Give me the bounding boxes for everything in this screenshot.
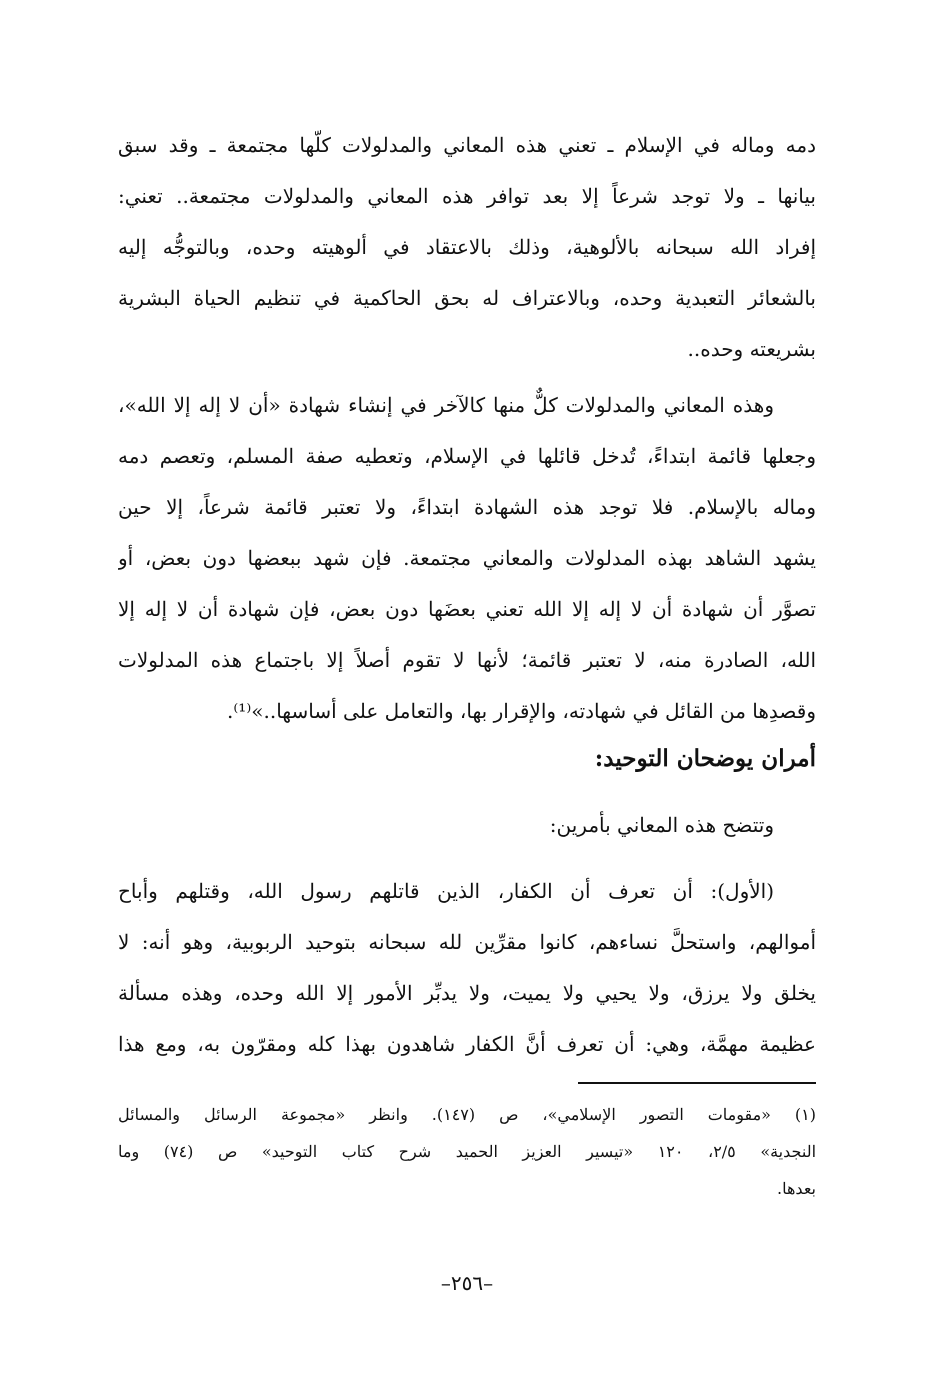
page-number: –٢٥٦–: [440, 1271, 494, 1295]
paragraph-first-matter: [118, 866, 816, 1070]
text-line: الله، الصادرة منه، لا تعتبر قائمة؛ لأنها لا تقوم أصلاً إلا باجتماع هذه المدلولات: [118, 648, 816, 672]
text-line: بالشعائر التعبدية وحده، وبالاعتراف له بحق الحاكمية في تنظيم الحياة البشرية: [118, 286, 816, 310]
text-line: يخلق ولا يرزق، ولا يحيي ولا يميت، ولا يدبِّر الأمور إلا الله وحده، وهذه مسألة: [118, 981, 816, 1005]
paragraph-intro-two-matters: [118, 800, 816, 851]
text-line: بيانها ـ ولا توجد شرعاً إلا بعد توافر هذه المعاني والمدلولات مجتمعة.. تعني:: [118, 184, 816, 208]
text-line: بشريعته وحده..: [687, 337, 816, 361]
text-line: وماله بالإسلام. فلا توجد هذه الشهادة ابتداءً، ولا تعتبر قائمة شرعاً، إلا حين: [118, 495, 816, 519]
paragraph-shahada-meaning: [118, 120, 816, 375]
section-heading: أمران يوضحان التوحيد:: [594, 745, 816, 772]
footnote-line: (١) «مقومات التصور الإسلامي»، ص (١٤٧). وانظر «مجموعة الرسائل والمسائل: [118, 1105, 816, 1124]
text-line: عظيمة مهمَّة، وهي: أن تعرف أنَّ الكفار شاهدون بهذا كله ومقرّون به، ومع هذا: [118, 1032, 816, 1056]
text-line: (الأول): أن تعرف أن الكفار، الذين قاتلهم رسول الله، وقتلهم وأباح: [118, 879, 774, 903]
text-line: وقصدِها من القائل في شهادته، والإقرار بها، والتعامل على أساسها..»⁽¹⁾.: [227, 699, 816, 723]
book-page: [118, 118, 816, 1358]
text-line: تصوَّر أن شهادة أن لا إله إلا الله تعني بعضَها دون بعض، فإن شهادة أن لا إله إلا: [118, 597, 816, 621]
text-line: دمه وماله في الإسلام ـ تعني هذه المعاني والمدلولات كلّها مجتمعة ـ وقد سبق: [118, 133, 816, 157]
text-line: وجعلها قائمة ابتداءً، تُدخل قائلها في الإسلام، وتعطيه صفة المسلم، وتعصم دمه: [118, 444, 816, 468]
footnotes: [118, 1096, 816, 1207]
text-line: إفراد الله سبحانه بالألوهية، وذلك بالاعتقاد في ألوهيته وحده، وبالتوجُّه إليه: [118, 235, 816, 259]
text-line: وتتضح هذه المعاني بأمرين:: [549, 813, 774, 837]
footnote-line: بعدها.: [777, 1179, 816, 1198]
text-line: أموالهم، واستحلَّ نساءهم، كانوا مقرِّين لله سبحانه بتوحيد الربوبية، وهو أنه: لا: [118, 930, 816, 954]
text-line: يشهد الشاهد بهذه المدلولات والمعاني مجتمعة. فإن شهد ببعضها دون بعض، أو: [118, 546, 816, 570]
paragraph-meanings-combined: [118, 380, 816, 737]
footnote-line: النجدية» ٢/٥، ١٢٠ «تيسير العزيز الحميد شرح كتاب التوحيد» ص (٧٤) وما: [118, 1142, 816, 1161]
footnote-divider: [578, 1082, 816, 1084]
text-line: وهذه المعاني والمدلولات كلٌّ منها كالآخر في إنشاء شهادة «أن لا إله إلا الله»،: [118, 393, 774, 417]
